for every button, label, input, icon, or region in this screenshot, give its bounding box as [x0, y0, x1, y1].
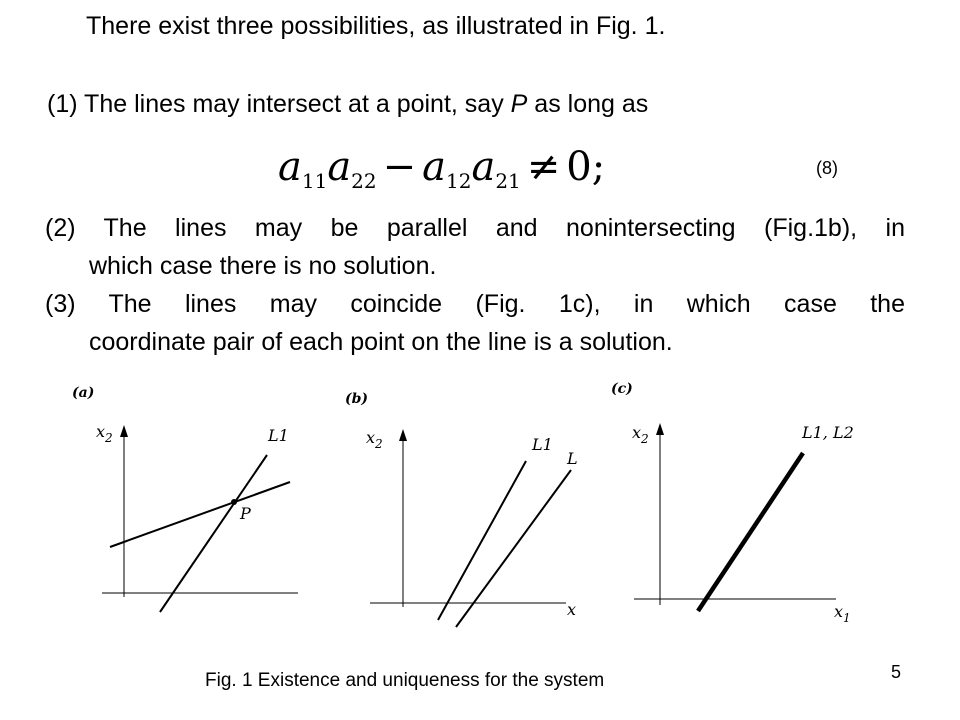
- figure-c-y-label: $x_2$: [632, 423, 649, 446]
- eq-minus: −: [382, 144, 417, 190]
- figure-a-line-1: [160, 455, 267, 612]
- figure-a-plot: [68, 375, 308, 635]
- intro-text: There exist three possibilities, as illustrated in Fig. 1.: [86, 12, 666, 40]
- figure-c-x-label: $x_1$: [834, 602, 851, 625]
- eq-a: a: [422, 144, 446, 190]
- figure-a-tag: (a): [72, 385, 95, 401]
- figure-a: [68, 375, 308, 635]
- eq-sub: 12: [446, 169, 472, 193]
- figure-b-tag: (b): [345, 391, 369, 407]
- item-2: [45, 209, 905, 285]
- figure-b-y-label: $x_2$: [366, 428, 383, 451]
- eq-a: a: [327, 144, 352, 190]
- figure-c: [606, 375, 860, 635]
- figure-b-line-1-label: L1: [532, 435, 553, 454]
- figure-a-line-label: L1: [268, 426, 289, 445]
- item-1-text: The lines may intersect at a point, say: [77, 90, 511, 118]
- figure-a-line-2: [110, 482, 290, 547]
- figure-c-plot: [606, 375, 860, 635]
- figure-caption: Fig. 1 Existence and uniqueness for the system: [205, 670, 605, 691]
- figure-c-y-arrow: [656, 423, 664, 435]
- figure-c-coincident-lines: [698, 453, 803, 611]
- equation-number: (8): [816, 158, 838, 178]
- eq-sub: 22: [351, 169, 377, 193]
- item-1-number: (1): [47, 90, 78, 118]
- eq-zero: 0;: [566, 144, 606, 190]
- figure-c-line-label: L1, L2: [802, 423, 854, 442]
- figure-b-line-2-label: L: [567, 449, 578, 468]
- figure-b-line-1: [438, 461, 526, 620]
- figure-a-point-label: P: [240, 504, 251, 523]
- figure-a-intersection-point: [231, 499, 237, 505]
- eq-sub: 11: [301, 169, 328, 193]
- figure-b-y-arrow: [399, 429, 407, 441]
- eq-sub: 21: [495, 169, 521, 193]
- eq-a: a: [471, 144, 496, 190]
- figure-b-plot: [340, 375, 590, 635]
- figure-b: [340, 375, 590, 635]
- item-1-point-p: P: [510, 90, 528, 118]
- eq-a: a: [278, 144, 302, 190]
- item-3: [45, 285, 905, 361]
- determinant-equation: [278, 144, 605, 193]
- item-1-text-end: as long as: [527, 90, 649, 118]
- figure-a-y-arrow: [120, 425, 128, 437]
- figure-b-x-label: x: [567, 600, 577, 619]
- item-3-line-2: coordinate pair of each point on the line is a solution.: [89, 328, 673, 356]
- page-number: 5: [891, 662, 902, 682]
- item-1: [47, 90, 648, 119]
- item-2-line-2: which case there is no solution.: [89, 252, 437, 280]
- eq-neq: ≠: [526, 144, 561, 190]
- figure-a-y-label: $x_2$: [96, 422, 113, 445]
- item-2-line-1: (2) The lines may be parallel and nonintersecting (Fig.1b), in: [45, 214, 905, 242]
- figure-c-tag: (c): [611, 381, 633, 397]
- item-3-line-1: (3) The lines may coincide (Fig. 1c), in which case the: [45, 290, 905, 318]
